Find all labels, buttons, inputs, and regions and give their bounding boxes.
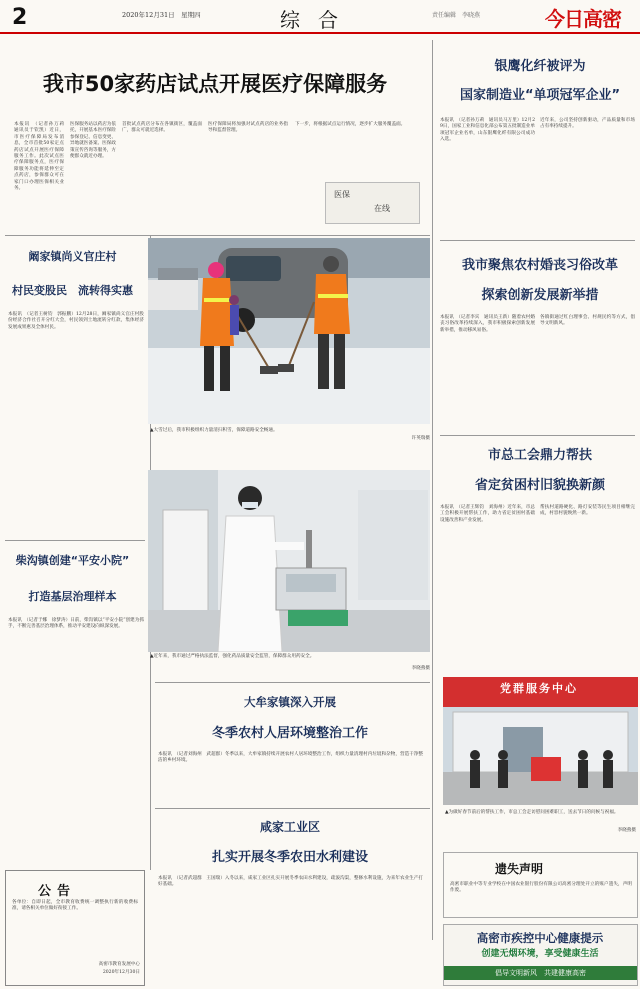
issue-date: 2020年12月31日 星期四: [122, 11, 201, 19]
right-story1-col2: 近年来，公司坚持创新驱动，产品质量和市场占有率持续提升。: [540, 118, 635, 130]
main-col-5: 下一步，将根据试点运行情况，逐步扩大服务覆盖面。: [295, 122, 406, 127]
right-story2-col1: 本报讯 （记者李宾 通讯员王新）随着农村婚丧习俗改革持续深入，我市积极探索创新发展新举措，推动移风易俗。: [440, 315, 535, 333]
main-col-1: 本报讯 （记者孙万莉 通讯员于钦凯）近日，市医疗保障局发布消息，全市首批50家定点药店试点开展医疗保障服务工作。此次试点医疗保障服务点，医疗保障服务功能将延伸至定点药店，参保群众可在家门口办理医保相关业务。: [14, 122, 69, 192]
right-story3-headline1: 市总工会鼎力帮扶: [487, 448, 592, 463]
photo2-caption: ▲近年来，我市通过严格执法监督，强化药品质量安全监管，保障群众用药安全。: [150, 654, 315, 659]
section-divider: [155, 682, 430, 683]
newspaper-brand: 今日高密: [545, 7, 621, 31]
main-col-2: 医保服务站以药店为依托，开展基本医疗保险参保登记、信息变更、异地就医备案、医保政策宣传咨询等服务，方便群众就近办理。: [70, 122, 116, 160]
notice-date: 2020年12月30日: [102, 970, 140, 975]
right-story2-headline2: 探索创新发展新举措: [481, 288, 599, 303]
lost-notice-title: 遗失声明: [495, 862, 544, 876]
middle-story1-headline2: 冬季农村人居环境整治工作: [211, 726, 368, 741]
middle-story2-body: 本报讯 （记者武超群 王国瑞）入冬以来，咸家工业区扎实开展冬季农田水利建设，疏浚沟渠，整修水利设施，为来年农业生产打好基础。: [158, 876, 423, 888]
party-photo-credit: 李晓燕摄: [617, 828, 636, 833]
editor-credit: 责任编辑 李晓燕: [432, 12, 481, 19]
photo1-credit: 许英瑞摄: [411, 436, 430, 441]
stamp-text-left: 医保: [334, 190, 350, 199]
middle-story2-headline1: 咸家工业区: [259, 820, 320, 834]
party-photo-caption: ▲为做好春节前后的帮扶工作，市总工会走访慰问困难职工，送去节日的问候与祝福。: [445, 810, 619, 815]
right-story1-headline2: 国家制造业“单项冠军企业”: [459, 88, 621, 103]
photo1-caption: ▲大雪过后，我市积极组织力量清扫积雪，保障道路安全畅通。: [150, 428, 278, 433]
section-divider: [5, 540, 145, 541]
page-number: 2: [12, 5, 28, 30]
notice-issuer: 高密市教育发展中心: [98, 962, 140, 967]
health-tip-tagline: 创建无烟环境，享受健康生活: [481, 949, 599, 959]
column-divider: [432, 40, 433, 940]
main-col-4: 医疗保障局将加强对试点药店的业务指导和监督管理。: [208, 122, 288, 134]
notice-title: 公告: [38, 884, 77, 899]
main-col-3: 首批试点药店分布在各镇街区，覆盖面广，群众可就近选择。: [122, 122, 202, 134]
right-story2-headline1: 我市聚焦农村婚丧习俗改革: [461, 258, 618, 273]
party-banner-title: 党群服务中心: [500, 682, 578, 695]
stamp-text-right: 在线: [374, 204, 390, 213]
notice-body: 各单位：自即日起，全市教育收费统一调整执行新的收费标准，请各相关单位做好衔接工作。: [12, 900, 138, 912]
section-divider: [440, 240, 635, 241]
lab-illustration: [148, 470, 430, 652]
right-story3-col1: 本报讯 （记者王辉钧 刘海州）近年来，市总工会积极开展帮扶工作，助力省定贫困村基础设施改善和产业发展。: [440, 505, 535, 523]
left-story1-body: 本报讯 （记者王树钧 郭振鹏）12月28日，阚家镇尚义官庄村股份经济合作社召开分红大会，村民领到土地流转分红款，集体经济发展成果惠及全体村民。: [8, 312, 144, 330]
snow-clearing-photo: [148, 238, 430, 424]
right-story3-headline2: 省定贫困村旧貌换新颜: [474, 478, 605, 493]
drug-inspection-photo: [148, 470, 430, 652]
lost-notice-body: 高密市职业中等专业学校在中国农业银行股份有限公司高密分理处开立的账户遗失，声明作废。: [450, 882, 632, 894]
party-service-photo: [443, 677, 638, 805]
main-headline: 我市50家药店试点开展医疗保障服务: [42, 72, 388, 96]
section-divider: [155, 808, 430, 809]
right-story1-col1: 本报讯 （记者孙万莉 通讯员马万里）12月29日，国家工业和信息化部公布第五批制造业单项冠军企业名单，山东银鹰化纤有限公司成功入选。: [440, 118, 535, 143]
left-story1-headline1: 阚家镇尚义官庄村: [28, 250, 117, 263]
section-divider: [5, 235, 430, 236]
health-tip-title: 高密市疾控中心健康提示: [476, 931, 604, 945]
right-story2-col2: 各镇街通过红白理事会、村规民约等方式，倡导文明新风。: [540, 315, 635, 327]
middle-story1-headline1: 大牟家镇深入开展: [244, 695, 336, 709]
left-story2-headline1: 柴沟镇创建“平安小院”: [15, 554, 130, 567]
left-story2-body: 本报讯 （记者于娜 徐梦涛）日前，柴沟镇以“平安小院”创建为抓手，不断完善基层治理体系，推动平安建设向纵深发展。: [8, 618, 144, 630]
party-service-illustration: [443, 677, 638, 805]
health-tip-strip: 倡导文明新风 共建健康高密: [444, 966, 637, 980]
snow-clearing-illustration: [148, 238, 430, 424]
section-divider: [440, 435, 635, 436]
medical-online-stamp: [325, 182, 420, 224]
left-story1-headline2: 村民变股民 流转得实惠: [12, 284, 133, 297]
right-story3-col2: 帮扶村道路硬化、路灯安装等民生项目相继完成，村容村貌焕然一新。: [540, 505, 635, 517]
middle-story2-headline2: 扎实开展冬季农田水利建设: [211, 850, 368, 865]
middle-story1-body: 本报讯 （记者刘海州 武超群）冬季以来，大牟家镇持续开展农村人居环境整治工作，组织力量清理村内垃圾和杂物，营造干净整洁的乡村环境。: [158, 752, 423, 764]
left-story2-headline2: 打造基层治理样本: [28, 590, 117, 603]
photo2-credit: 李晓燕摄: [411, 666, 430, 671]
section-title: 综合: [280, 8, 356, 32]
right-story1-headline1: 银鹰化纤被评为: [494, 59, 586, 74]
